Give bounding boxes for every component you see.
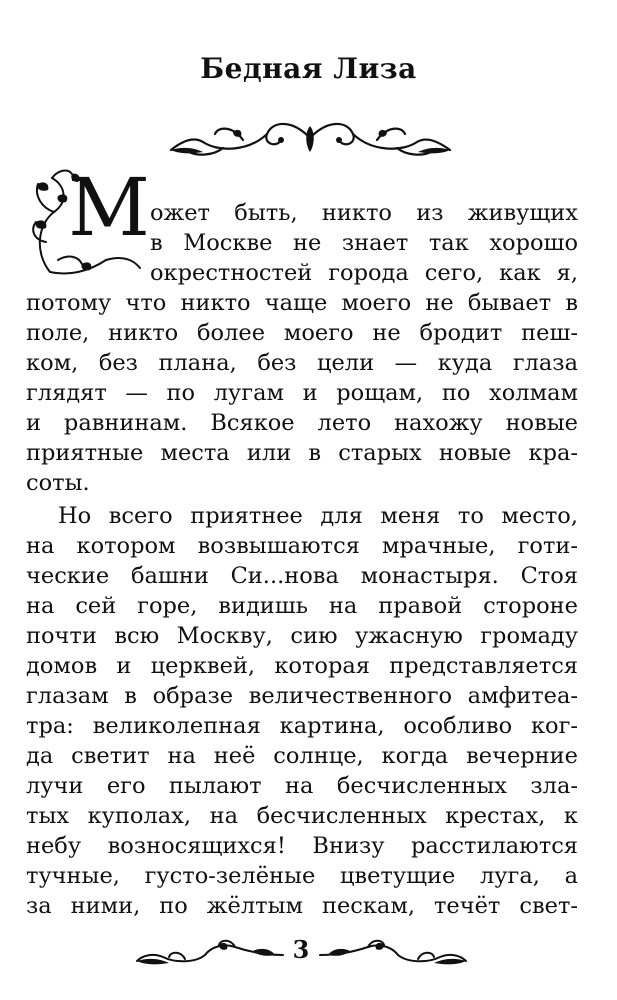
text-line: ком, без плана, без цели — куда глаза bbox=[26, 350, 578, 376]
title-flourish-icon bbox=[163, 112, 458, 164]
text-line: в Москве не знает так хорошо bbox=[150, 230, 578, 256]
footer-flourish-right-icon bbox=[318, 933, 468, 973]
text-line: на котором возвышаются мрачные, готи- bbox=[26, 533, 578, 559]
text-line: тых куполах, на бесчисленных крестах, к bbox=[26, 803, 578, 829]
text-line: на сей горе, видишь на правой стороне bbox=[26, 593, 578, 619]
text-line: лучи его пылают на бесчисленных зла- bbox=[26, 773, 578, 799]
footer-flourish-left-icon bbox=[135, 933, 285, 973]
text-line: да светит на неё солнце, когда вечерние bbox=[26, 743, 578, 769]
text-line: и равнинам. Всякое лето нахожу новые bbox=[26, 410, 578, 436]
text-line: поле, никто более моего не бродит пеш- bbox=[26, 320, 578, 346]
text-line: небу возносящихся! Внизу расстилаются bbox=[26, 833, 578, 859]
dropcap bbox=[28, 160, 150, 278]
text-line: ожет быть, никто из живущих bbox=[150, 200, 578, 226]
text-line: Но всего приятнее для меня то место, bbox=[58, 503, 578, 529]
text-line: ческие башни Си...нова монастыря. Стоя bbox=[26, 563, 578, 589]
text-line: соты. bbox=[26, 470, 90, 496]
text-line: тра: великолепная картина, особливо ког- bbox=[26, 713, 578, 739]
text-line: потому что никто чаще моего не бывает в bbox=[26, 290, 578, 316]
text-line: тучные, густо-зелёные цветущие луга, а bbox=[26, 863, 578, 889]
text-line: почти всю Москву, сию ужасную громаду bbox=[26, 623, 578, 649]
page-number: 3 bbox=[292, 935, 310, 964]
chapter-title: Бедная Лиза bbox=[200, 52, 417, 85]
text-line: приятные места или в старых новые кра- bbox=[26, 440, 578, 466]
dropcap-letter: М bbox=[68, 161, 150, 254]
text-line: домов и церквей, которая представляется bbox=[26, 653, 578, 679]
text-line: глазам в образе величественного амфитеа- bbox=[26, 683, 578, 709]
text-line: глядят — по лугам и рощам, по холмам bbox=[26, 380, 578, 406]
text-line: окрестностей города сего, как я, bbox=[150, 260, 578, 286]
text-line: за ними, по жёлтым пескам, течёт свет- bbox=[26, 893, 578, 919]
